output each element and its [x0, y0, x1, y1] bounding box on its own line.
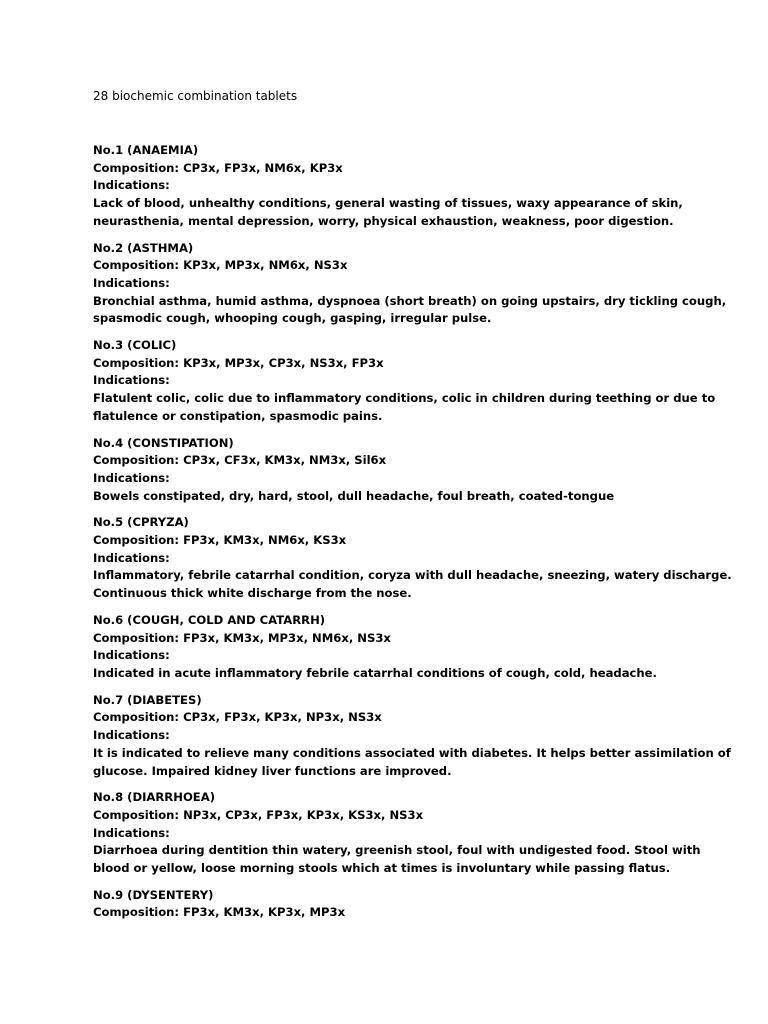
indications-label: Indications:	[93, 275, 170, 290]
entry-heading: No.2 (ASTHMA)	[93, 240, 194, 255]
entry-composition: Composition: KP3x, MP3x, NM6x, NS3x	[93, 258, 348, 273]
entry-composition: Composition: CP3x, FP3x, KP3x, NP3x, NS3x	[93, 710, 382, 725]
indications-label: Indications:	[93, 178, 170, 193]
entry-heading: No.7 (DIABETES)	[93, 692, 202, 707]
entry-dysentery	[93, 887, 733, 922]
entry-composition: Composition: NP3x, CP3x, FP3x, KP3x, KS3x, NS3x	[93, 807, 424, 822]
entry-heading: No.4 (CONSTIPATION)	[93, 435, 234, 450]
indications-label: Indications:	[93, 825, 170, 840]
indications-label: Indications:	[93, 470, 170, 485]
entry-indications: Indicated in acute inflammatory febrile catarrhal conditions of cough, cold, headache.	[93, 665, 657, 680]
entry-heading: No.6 (COUGH, COLD AND CATARRH)	[93, 612, 326, 627]
entry-composition: Composition: CP3x, FP3x, NM6x, KP3x	[93, 160, 343, 175]
entry-heading: No.3 (COLIC)	[93, 338, 177, 353]
entry-colic	[93, 337, 733, 426]
entry-indications: Flatulent colic, colic due to inflammatory conditions, colic in children during teething or due to flatulence or constipation, spasmodic pains.	[93, 391, 716, 423]
entry-indications: It is indicated to relieve many conditions associated with diabetes. It helps better assimilation of glucose. Impaired kidney liver functions are improved.	[93, 745, 731, 778]
entry-cough-cold-catarrh	[93, 612, 733, 683]
indications-label: Indications:	[93, 550, 170, 565]
indications-label: Indications:	[93, 373, 170, 388]
entry-cpryza	[93, 514, 733, 603]
entry-asthma	[93, 240, 733, 329]
entry-diabetes	[93, 692, 733, 781]
indications-label: Indications:	[93, 648, 170, 663]
entry-indications: Inflammatory, febrile catarrhal condition, coryza with dull headache, sneezing, watery discharge. Continuous thick white discharge from the nose.	[93, 568, 732, 601]
entry-indications: Diarrhoea during dentition thin watery, greenish stool, foul with undigested food. Stool with blood or yellow, loose morning stools which at times is involuntary while passing flatus.	[93, 843, 701, 876]
entry-composition: Composition: FP3x, KM3x, KP3x, MP3x	[93, 905, 346, 920]
entry-indications: Bronchial asthma, humid asthma, dyspnoea (short breath) on going upstairs, dry tickling cough, spasmodic cough, whooping cough, gasping, irregular pulse.	[93, 293, 727, 326]
entry-indications: Lack of blood, unhealthy conditions, general wasting of tissues, waxy appearance of skin, neurasthenia, mental depression, worry, physical exhaustion, weakness, poor digestion.	[93, 196, 683, 228]
entry-heading: No.8 (DIARRHOEA)	[93, 790, 215, 805]
entry-heading: No.1 (ANAEMIA)	[93, 143, 199, 157]
entry-composition: Composition: CP3x, CF3x, KM3x, NM3x, Sil6x	[93, 453, 387, 468]
entry-anaemia	[93, 142, 733, 231]
entry-composition: Composition: FP3x, KM3x, MP3x, NM6x, NS3x	[93, 630, 391, 645]
entries-list	[93, 142, 733, 931]
indications-label: Indications:	[93, 728, 170, 743]
entry-heading: No.9 (DYSENTERY)	[93, 887, 214, 902]
entry-composition: Composition: FP3x, KM3x, NM6x, KS3x	[93, 533, 347, 548]
entry-indications: Bowels constipated, dry, hard, stool, dull headache, foul breath, coated-tongue	[93, 488, 615, 503]
entry-composition: Composition: KP3x, MP3x, CP3x, NS3x, FP3x	[93, 355, 384, 370]
entry-diarrhoea	[93, 789, 733, 878]
entry-constipation	[93, 435, 733, 506]
document-title: 28 biochemic combination tablets	[93, 89, 298, 103]
entry-heading: No.5 (CPRYZA)	[93, 515, 189, 530]
